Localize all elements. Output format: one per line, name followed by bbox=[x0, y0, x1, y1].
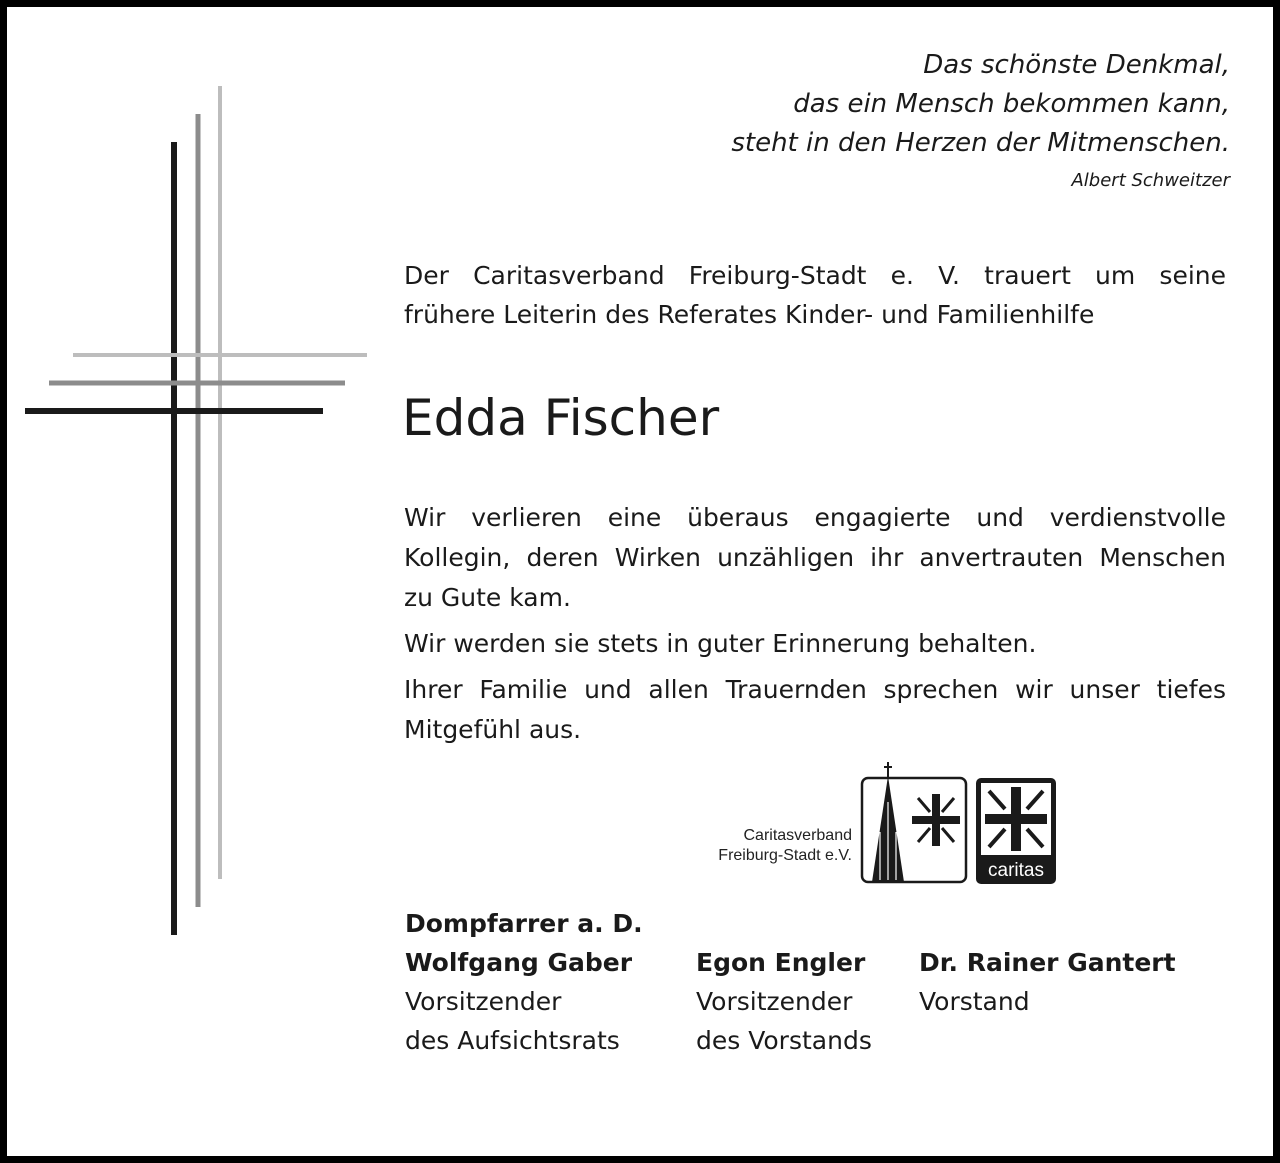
signatory-1 bbox=[405, 904, 643, 1060]
quote-line: steht in den Herzen der Mitmenschen. bbox=[731, 128, 1230, 158]
signatory-role: Vorstand bbox=[919, 987, 1030, 1016]
body-line: Wir verlieren eine überaus engagierte und verdienstvolle bbox=[404, 503, 1226, 532]
signatory-role: des Vorstands bbox=[696, 1026, 872, 1055]
church-caritas-logo-icon bbox=[858, 762, 968, 886]
body-line: Ihrer Familie und allen Trauernden sprechen wir unser tiefes bbox=[404, 675, 1226, 704]
signatory-3 bbox=[919, 943, 1176, 1021]
signatory-name: Egon Engler bbox=[696, 948, 866, 977]
body-line: zu Gute kam. bbox=[404, 583, 571, 612]
quote-line: Das schönste Denkmal, bbox=[923, 50, 1230, 80]
signatory-2 bbox=[696, 943, 872, 1060]
intro-line: frühere Leiterin des Referates Kinder- und Familienhilfe bbox=[404, 300, 1095, 329]
quote-line: das ein Mensch bekommen kann, bbox=[793, 89, 1230, 119]
quote-author: Albert Schweitzer bbox=[1071, 170, 1230, 191]
paragraph-remembrance bbox=[404, 624, 1226, 664]
org-name-line: Freiburg-Stadt e.V. bbox=[718, 847, 852, 864]
signatory-role: des Aufsichtsrats bbox=[405, 1026, 620, 1055]
paragraph-sympathy bbox=[404, 670, 1226, 750]
memorial-cross-graphic bbox=[0, 0, 400, 980]
caritas-logo-label: caritas bbox=[988, 860, 1044, 881]
intro-text bbox=[404, 256, 1226, 334]
body-line: Kollegin, deren Wirken unzähligen ihr anvertrauten Menschen bbox=[404, 543, 1226, 572]
body-line: Wir werden sie stets in guter Erinnerung behalten. bbox=[404, 629, 1037, 658]
org-name-line: Caritasverband bbox=[743, 827, 852, 844]
deceased-name: Edda Fischer bbox=[402, 389, 720, 447]
condolence-body bbox=[404, 498, 1226, 756]
caritas-org-name bbox=[640, 826, 852, 866]
signatory-role: Vorsitzender bbox=[405, 987, 562, 1016]
intro-line: Der Caritasverband Freiburg-Stadt e. V. trauert um seine bbox=[404, 261, 1226, 290]
epigraph-quote bbox=[731, 46, 1230, 195]
body-line: Mitgefühl aus. bbox=[404, 715, 582, 744]
signatory-role: Vorsitzender bbox=[696, 987, 853, 1016]
signatory-name: Wolfgang Gaber bbox=[405, 948, 633, 977]
signatory-title: Dompfarrer a. D. bbox=[405, 909, 643, 938]
paragraph-tribute bbox=[404, 498, 1226, 618]
signatory-name: Dr. Rainer Gantert bbox=[919, 948, 1176, 977]
